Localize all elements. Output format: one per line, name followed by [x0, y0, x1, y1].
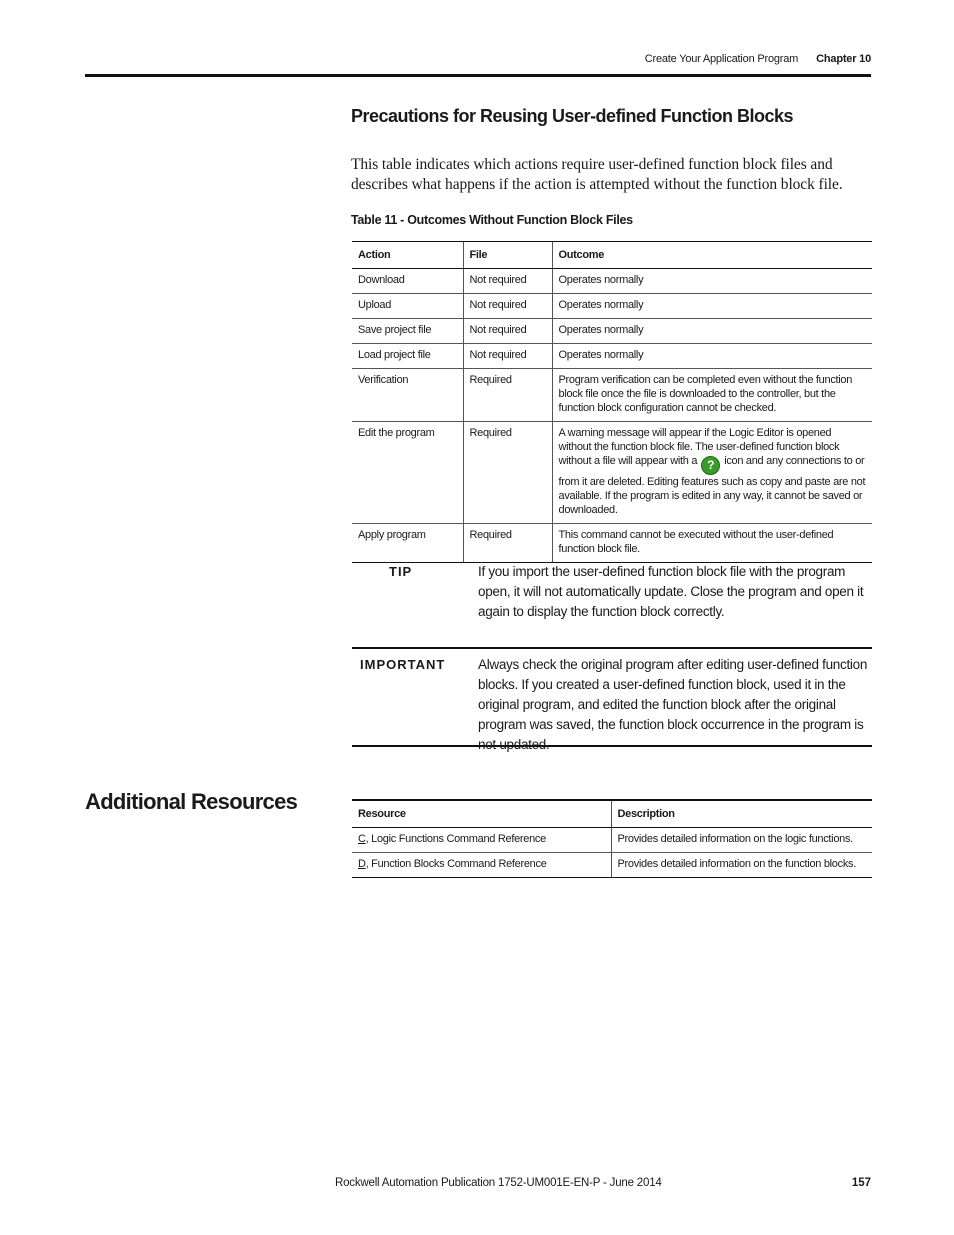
resource-cell — [352, 853, 611, 878]
table-header-row — [352, 242, 872, 269]
column-header: Resource — [352, 800, 611, 828]
file-cell: Not required — [463, 269, 552, 294]
outcome-cell: Program verification can be completed even without the function block file once the file is downloaded to the controller, but the function block configuration cannot be checked. — [552, 369, 872, 422]
action-cell: Download — [352, 269, 463, 294]
important-box — [352, 647, 872, 752]
action-cell: Upload — [352, 294, 463, 319]
page-number: 157 — [851, 1177, 871, 1189]
help-question-icon: ? — [701, 456, 720, 475]
table-row — [352, 269, 872, 294]
tip-text: If you import the user-defined function block file with the program open, it will not automatically update. Close the program and open it again to display the function block correctly. — [478, 564, 864, 619]
table-row — [352, 369, 872, 422]
outcome-cell: This command cannot be executed without the user-defined function block file. — [552, 524, 872, 563]
header-chapter: Chapter 10 — [816, 53, 871, 65]
table-caption: Table 11 - Outcomes Without Function Block Files — [351, 213, 633, 227]
resource-cell — [352, 828, 611, 853]
important-text: Always check the original program after editing user-defined function blocks. If you created a user-defined function block, used it in the original program, and edited the function block after the original program was saved, the function block occurrence in the program is not updated. — [478, 657, 868, 752]
outcome-cell: Operates normally — [552, 269, 872, 294]
table-header-row — [352, 800, 872, 828]
outcome-cell — [552, 422, 872, 524]
column-header: Outcome — [552, 242, 872, 269]
column-header: File — [463, 242, 552, 269]
tip-label: TIP — [389, 564, 413, 579]
action-cell: Load project file — [352, 344, 463, 369]
table-row — [352, 853, 872, 878]
header-section: Create Your Application Program — [644, 53, 799, 65]
table-row — [352, 294, 872, 319]
resources-table — [352, 799, 872, 878]
table-row — [352, 422, 872, 524]
file-cell: Required — [463, 524, 552, 563]
running-header — [645, 53, 871, 65]
resource-title: , Function Blocks Command Reference — [365, 858, 547, 870]
important-label: IMPORTANT — [360, 657, 446, 672]
section-title: Precautions for Reusing User-defined Function Blocks — [351, 106, 794, 126]
file-cell: Not required — [463, 319, 552, 344]
action-cell: Edit the program — [352, 422, 463, 524]
file-cell: Not required — [463, 344, 552, 369]
action-cell: Save project file — [352, 319, 463, 344]
appendix-link[interactable]: C — [358, 833, 366, 845]
table-row — [352, 828, 872, 853]
description-cell: Provides detailed information on the logic functions. — [611, 828, 872, 853]
footer-publication: Rockwell Automation Publication 1752-UM001E-EN-P - June 2014 — [335, 1177, 662, 1189]
outcome-text-after-icon: icon and any connections to or from it are deleted. Editing features such as copy and paste are not available. If the program is edited in any way, it cannot be saved or downloaded. — [558, 455, 866, 516]
table-row — [352, 344, 872, 369]
outcomes-table — [352, 241, 872, 563]
table-row — [352, 524, 872, 563]
appendix-link[interactable]: D — [358, 858, 366, 870]
header-rule — [85, 74, 871, 77]
outcome-cell: Operates normally — [552, 294, 872, 319]
outcome-cell: Operates normally — [552, 319, 872, 344]
column-header: Action — [352, 242, 463, 269]
additional-resources-heading: Additional Resources — [85, 789, 298, 814]
outcome-cell: Operates normally — [552, 344, 872, 369]
outcome-text-before-icon: A warning message will appear if the Logic Editor is opened without the function block file. The user-defined function block without a file will appear with a — [558, 427, 840, 467]
resource-title: , Logic Functions Command Reference — [365, 833, 546, 845]
intro-paragraph: This table indicates which actions require user-defined function block files and describes what happens if the action is attempted without the function block file. — [351, 156, 843, 193]
tip-box — [352, 562, 872, 622]
file-cell: Required — [463, 369, 552, 422]
description-cell: Provides detailed information on the function blocks. — [611, 853, 872, 878]
action-cell: Verification — [352, 369, 463, 422]
action-cell: Apply program — [352, 524, 463, 563]
file-cell: Required — [463, 422, 552, 524]
file-cell: Not required — [463, 294, 552, 319]
column-header: Description — [611, 800, 872, 828]
table-row — [352, 319, 872, 344]
